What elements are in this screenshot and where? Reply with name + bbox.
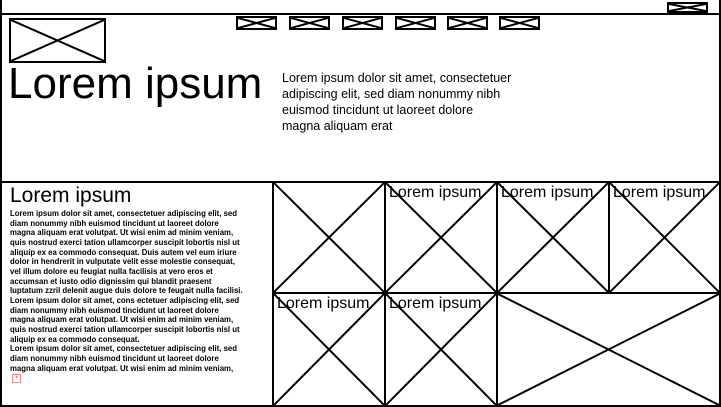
hero-text: Lorem ipsum dolor sit amet, consectetuer adipiscing elit, sed diam nonummy nibh euismod tincidunt ut laoreet dolore magna aliquam erat <box>282 71 512 133</box>
nav-item-2[interactable] <box>289 16 330 30</box>
grid-tile-5[interactable] <box>272 292 386 407</box>
tile-label: Lorem ipsum <box>501 184 594 201</box>
hero-title: Lorem ipsum <box>8 59 263 108</box>
top-right-image-placeholder[interactable] <box>667 2 708 13</box>
tile-label: Lorem ipsum <box>389 295 482 312</box>
tile-label: Lorem ipsum <box>613 184 706 201</box>
overflow-marker-icon[interactable]: + <box>12 374 21 383</box>
grid-tile-3[interactable] <box>496 181 610 294</box>
logo-placeholder[interactable] <box>9 18 106 63</box>
sidebar-body <box>10 209 244 383</box>
sidebar-paragraph-3 <box>10 344 244 383</box>
grid-tile-6[interactable] <box>384 292 498 407</box>
grid-image-1[interactable] <box>272 181 386 294</box>
grid-tile-4[interactable] <box>608 181 721 294</box>
tile-label: Lorem ipsum <box>389 184 482 201</box>
nav-item-3[interactable] <box>342 16 383 30</box>
sidebar-paragraph-3-text: Lorem ipsum dolor sit amet, consectetuer adipiscing elit, sed diam nonummy nibh euismod tincidunt ut laoreet dolore magna aliquam erat volutpat. Ut wisi enim ad minim veniam, <box>10 344 238 373</box>
sidebar-paragraph-1: Lorem ipsum dolor sit amet, consectetuer adipiscing elit, sed diam nonummy nibh euismod tincidunt ut laoreet dolore magna aliquam erat volutpat. Ut wisi enim ad minim veniam, quis nostrud exerci tation ullamcorper suscipit lobortis nisl ut aliquip ex ea commodo consequat. Duis autem vel eum iriure dolor in hendrerit in vulputate velit esse molestie consequat, vel illum dolore eu feugiat nulla facilisis at vero eros et accumsan et iusto odio dignissim qui blandit praesent luptatum zzril delenit augue duis dolore te feugait nulla facilisi. <box>10 209 243 296</box>
grid-wide-image[interactable] <box>496 292 721 407</box>
tile-label: Lorem ipsum <box>277 295 370 312</box>
nav-item-1[interactable] <box>236 16 277 30</box>
nav-item-6[interactable] <box>499 16 540 30</box>
nav-item-4[interactable] <box>395 16 436 30</box>
nav-item-5[interactable] <box>447 16 488 30</box>
sidebar-title: Lorem ipsum <box>10 184 132 207</box>
grid-tile-2[interactable] <box>384 181 498 294</box>
sidebar-paragraph-2: Lorem ipsum dolor sit amet, cons ectetuer adipiscing elit, sed diam nonummy nibh euismod tincidunt ut laoreet dolore magna aliquam erat volutpat. Ut wisi enim ad minim veniam, quis nostrud exerci tation ullamcorper suscipit lobortis nisl ut aliquip ex ea commodo consequat. <box>10 295 240 344</box>
